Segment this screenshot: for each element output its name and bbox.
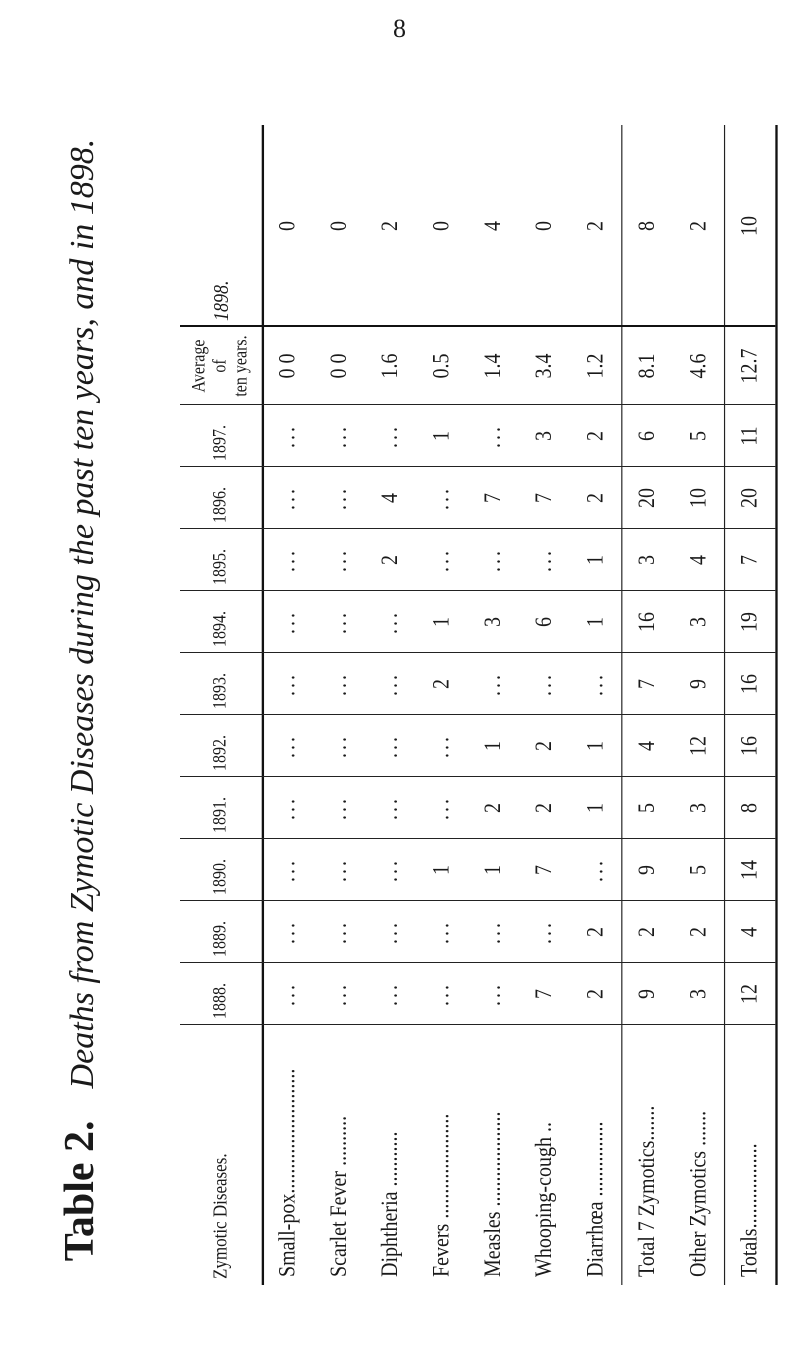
average-value: 0 0 [325,353,352,379]
column-rule [180,962,775,963]
year-value: ... [582,672,608,696]
year-value: 3 [530,431,557,441]
year-value: 9 [633,989,660,999]
year-value: 7 [530,865,557,875]
header-average-line: of [210,359,231,373]
year-value: ... [428,734,454,758]
table-row [262,125,313,1285]
average-value: 1.4 [479,353,506,379]
year-value: ... [376,424,403,448]
year-1898-value: 2 [582,221,608,231]
year-value: 7 [530,493,557,503]
column-rule [180,466,775,467]
year-value: 2 [582,493,608,503]
table-row [724,125,778,1285]
year-value: 2 [530,741,557,751]
row-label: Diarrhœa ............... [582,1121,608,1277]
year-value: 3 [479,617,506,627]
table-row [364,125,415,1285]
header-average-line: ten years. [231,335,252,397]
year-value: 4 [376,493,403,503]
year-value: ... [428,920,454,944]
year-value: 11 [736,426,762,446]
year-value: 2 [479,803,506,813]
year-value: 20 [736,488,762,508]
year-value: 16 [736,736,762,756]
table-row [313,125,364,1285]
year-value: 2 [428,679,454,689]
average-value: 0 0 [273,353,300,379]
year-value: ... [530,672,557,696]
year-value: ... [530,548,557,572]
year-value: 1 [428,865,454,875]
table-row [570,125,623,1285]
year-value: 1 [582,803,608,813]
year-1898-value: 0 [273,221,300,231]
row-label: Diphtheria ........... [376,1131,403,1277]
year-value: 1 [428,617,454,627]
year-value: 2 [530,803,557,813]
table-row [621,125,672,1285]
year-value: 7 [479,493,506,503]
year-value: ... [273,858,300,882]
average-value: 12.7 [736,348,762,384]
year-value: ... [428,486,454,510]
year-value: 7 [530,989,557,999]
page-number: 8 [393,14,407,43]
year-1898-value: 0 [428,221,454,231]
year-1898-value: 2 [376,221,403,231]
table-subtitle: Deaths from Zymotic Diseases during the past ten years, and in 1898. [64,138,101,1089]
year-value: 16 [633,612,660,632]
year-value: ... [479,982,506,1006]
header-year: 1891. [210,797,231,833]
year-value: ... [273,610,300,634]
column-rule [180,776,775,777]
year-value: 3 [684,989,711,999]
year-value: 12 [684,736,711,756]
table-header-row [180,125,264,1285]
year-value: 1 [582,617,608,627]
year-value: 14 [736,860,762,880]
year-value: ... [325,672,352,696]
year-value: ... [273,486,300,510]
row-label: Fevers ..................... [428,1113,454,1277]
row-label: Measles ................... [479,1111,506,1277]
year-1898-value: 10 [736,216,762,236]
row-label: Scarlet Fever .......... [325,1115,352,1277]
year-1898-value: 0 [325,221,352,231]
year-value: 20 [633,488,660,508]
year-value: 4 [633,741,660,751]
column-rule [180,590,775,591]
header-year: 1888. [210,983,231,1019]
year-value: 2 [582,431,608,441]
year-value: 6 [633,431,660,441]
year-value: ... [428,796,454,820]
year-value: 9 [633,865,660,875]
column-rule [180,528,775,529]
average-value: 0.5 [428,353,454,379]
year-value: 12 [736,984,762,1004]
year-value: 5 [684,865,711,875]
row-label: Whooping-cough .. [530,1122,557,1277]
row-label: Totals................. [736,1143,762,1277]
average-value: 4.6 [684,353,711,379]
table-row [467,125,518,1285]
header-year: 1897. [210,425,231,461]
header-year: 1889. [210,921,231,957]
year-value: 6 [530,617,557,627]
year-value: ... [376,610,403,634]
column-rule [180,652,775,653]
year-value: 1 [582,741,608,751]
year-value: 1 [479,741,506,751]
year-value: ... [376,858,403,882]
year-value: ... [428,982,454,1006]
year-value: ... [428,548,454,572]
year-value: ... [479,548,506,572]
average-value: 1.2 [582,353,608,379]
year-value: ... [273,672,300,696]
zymotic-deaths-table-area [180,125,780,1285]
column-rule [180,404,775,405]
year-value: ... [530,920,557,944]
year-value: ... [273,548,300,572]
year-value: ... [325,610,352,634]
column-rule [180,325,775,327]
year-value: 2 [582,989,608,999]
average-value: 3.4 [530,353,557,379]
year-value: ... [325,858,352,882]
year-value: 5 [684,431,711,441]
year-1898-value: 2 [684,221,711,231]
header-year: 1895. [210,549,231,585]
row-label: Total 7 Zymotics....... [633,1105,660,1277]
average-value: 1.6 [376,353,403,379]
column-rule [180,900,775,901]
column-rule [180,1024,775,1025]
year-value: ... [273,920,300,944]
year-value: ... [273,796,300,820]
year-value: ... [376,982,403,1006]
average-value: 8.1 [633,353,660,379]
year-value: ... [325,982,352,1006]
year-value: 2 [684,927,711,937]
year-value: 9 [684,679,711,689]
year-value: 8 [736,803,762,813]
year-1898-value: 0 [530,221,557,231]
year-value: ... [325,486,352,510]
year-value: 2 [582,927,608,937]
year-value: ... [273,734,300,758]
year-value: 2 [376,555,403,565]
year-value: 19 [736,612,762,632]
year-value: ... [479,672,506,696]
year-value: ... [376,672,403,696]
header-year: 1893. [210,673,231,709]
header-year: 1892. [210,735,231,771]
year-value: 3 [684,803,711,813]
row-label: Other Zymotics ....... [684,1110,711,1277]
header-average-line: Average [189,339,210,393]
table-title: Table 2. [57,1120,103,1262]
year-value: 10 [684,488,711,508]
year-value: ... [376,920,403,944]
year-value: ... [325,796,352,820]
header-average [180,327,262,405]
column-rule [180,838,775,839]
table-row [519,125,570,1285]
year-value: 2 [633,927,660,937]
column-rule [180,714,775,715]
header-year: 1894. [210,611,231,647]
year-value: 1 [479,865,506,875]
table-row [673,125,726,1285]
year-value: 7 [736,555,762,565]
year-value: 1 [582,555,608,565]
header-year: 1890. [210,859,231,895]
year-value: 1 [428,431,454,441]
year-value: ... [325,548,352,572]
year-value: ... [376,796,403,820]
year-value: ... [325,424,352,448]
zymotic-deaths-table [180,125,780,1285]
year-value: ... [582,858,608,882]
year-value: ... [479,920,506,944]
year-value: 4 [736,927,762,937]
year-value: 5 [633,803,660,813]
header-year: 1896. [210,487,231,523]
header-year-1898: 1898. [208,280,232,321]
year-1898-value: 4 [479,221,506,231]
year-value: ... [273,424,300,448]
year-value: 3 [684,617,711,627]
year-value: ... [479,424,506,448]
header-label: Zymotic Diseases. [209,1153,232,1279]
year-value: 3 [633,555,660,565]
year-value: ... [273,982,300,1006]
table-row [416,125,467,1285]
year-value: 4 [684,555,711,565]
year-value: ... [325,734,352,758]
year-value: ... [376,734,403,758]
year-value: ... [325,920,352,944]
row-label: Small-pox......................... [273,1068,300,1277]
year-value: 16 [736,674,762,694]
table-caption [50,50,110,1350]
year-1898-value: 8 [633,221,660,231]
year-value: 7 [633,679,660,689]
